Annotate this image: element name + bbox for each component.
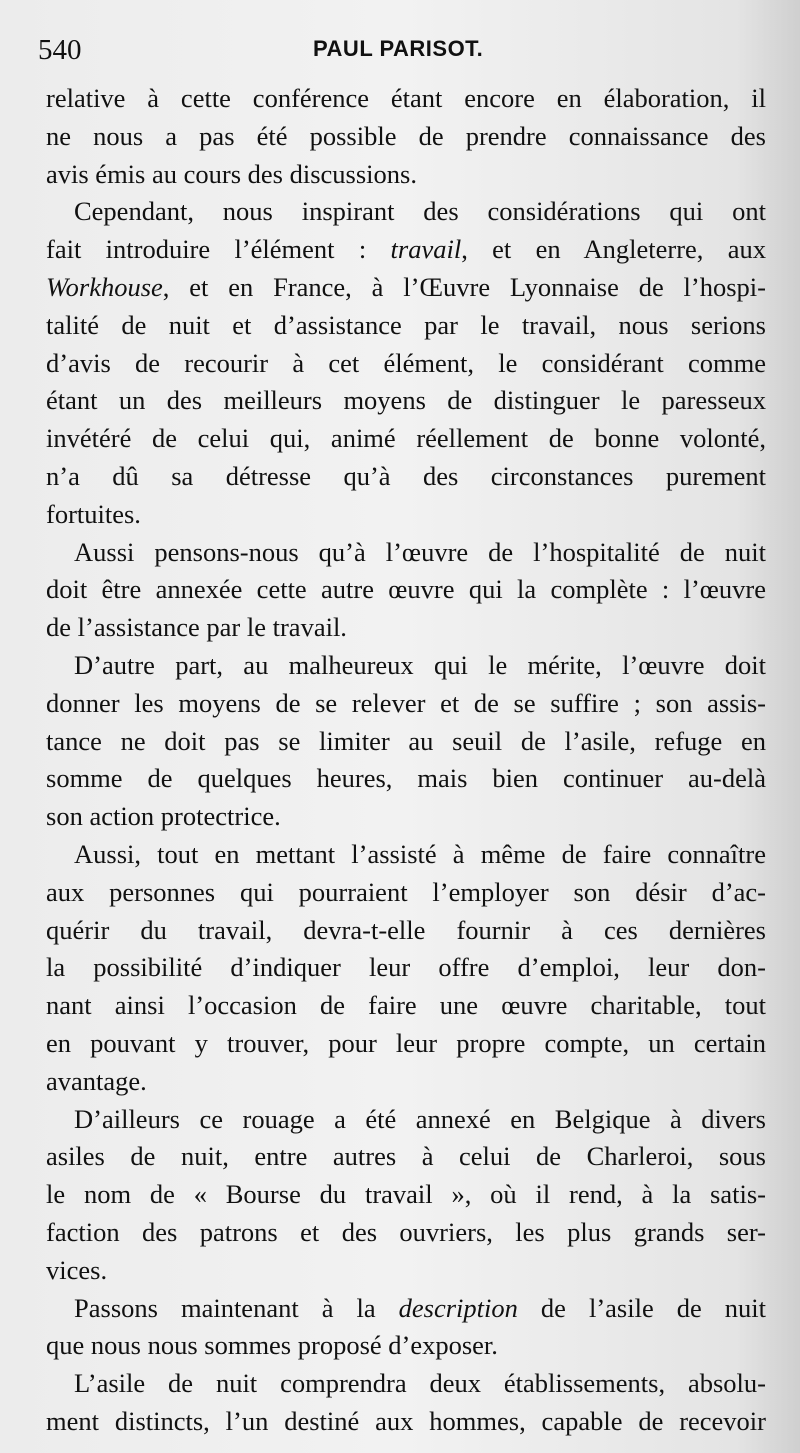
text-line: doit être annexée cette autre œuvre qui la complète : l’œuvre: [46, 574, 766, 605]
text-line: L’asile de nuit comprendra deux établissements, absolu-: [74, 1368, 766, 1399]
text-line: Aussi pensons-nous qu’à l’œuvre de l’hospitalité de nuit: [74, 536, 766, 567]
text-line: vices.: [46, 1254, 108, 1285]
text-line: en pouvant y trouver, pour leur propre compte, un certain: [46, 1027, 766, 1058]
text-line: Workhouse, et en France, à l’Œuvre Lyonnaise de l’hospi-: [46, 271, 766, 302]
text-line: somme de quelques heures, mais bien continuer au-delà: [46, 763, 766, 794]
text-line: étant un des meilleurs moyens de distinguer le paresseux: [46, 385, 766, 416]
text-line: invétéré de celui qui, animé réellement de bonne volonté,: [46, 423, 766, 454]
text-line: Passons maintenant à la description de l’asile de nuit: [74, 1292, 766, 1323]
body-text: [46, 80, 766, 1441]
text-line: d’avis de recourir à cet élément, le considérant comme: [46, 347, 766, 378]
text-line: donner les moyens de se relever et de se suffire ; son assis-: [46, 687, 766, 718]
text-line: avis émis au cours des discussions.: [46, 158, 417, 189]
text-line: Cependant, nous inspirant des considérations qui ont: [74, 196, 766, 227]
text-line: quérir du travail, devra-t-elle fournir à ces dernières: [46, 914, 766, 945]
text-line: tance ne doit pas se limiter au seuil de l’asile, refuge en: [46, 725, 766, 756]
running-head: PAUL PARISOT.: [313, 36, 484, 61]
text-line: fait introduire l’élément : travail, et en Angleterre, aux: [46, 234, 767, 265]
text-line: D’autre part, au malheureux qui le mérite, l’œuvre doit: [74, 649, 766, 680]
text-line: la possibilité d’indiquer leur offre d’emploi, leur don-: [46, 952, 766, 983]
text-line: Aussi, tout en mettant l’assisté à même de faire connaître: [74, 838, 766, 869]
text-line: relative à cette conférence étant encore en élaboration, il: [46, 83, 766, 113]
text-line: que nous nous sommes proposé d’exposer.: [46, 1330, 498, 1361]
page-header: [38, 30, 760, 70]
text-line: de l’assistance par le travail.: [46, 612, 347, 643]
text-line: nant ainsi l’occasion de faire une œuvre charitable, tout: [46, 990, 766, 1021]
text-line: avantage.: [46, 1065, 147, 1096]
text-line: D’ailleurs ce rouage a été annexé en Belgique à divers: [74, 1103, 766, 1134]
text-line: n’a dû sa détresse qu’à des circonstances purement: [46, 460, 766, 491]
text-line: talité de nuit et d’assistance par le travail, nous serions: [46, 309, 766, 340]
text-line: son action protectrice.: [46, 801, 281, 832]
page-number: 540: [38, 34, 82, 66]
text-line: asiles de nuit, entre autres à celui de Charleroi, sous: [46, 1141, 766, 1172]
text-line: faction des patrons et des ouvriers, les plus grands ser-: [46, 1216, 766, 1247]
text-line: le nom de « Bourse du travail », où il rend, à la satis-: [46, 1179, 766, 1210]
text-line: ment distincts, l’un destiné aux hommes, capable de recevoir: [46, 1405, 766, 1436]
text-line: ne nous a pas été possible de prendre connaissance des: [46, 120, 766, 151]
text-line: fortuites.: [46, 498, 141, 529]
text-line: aux personnes qui pourraient l’employer son désir d’ac-: [46, 876, 766, 907]
